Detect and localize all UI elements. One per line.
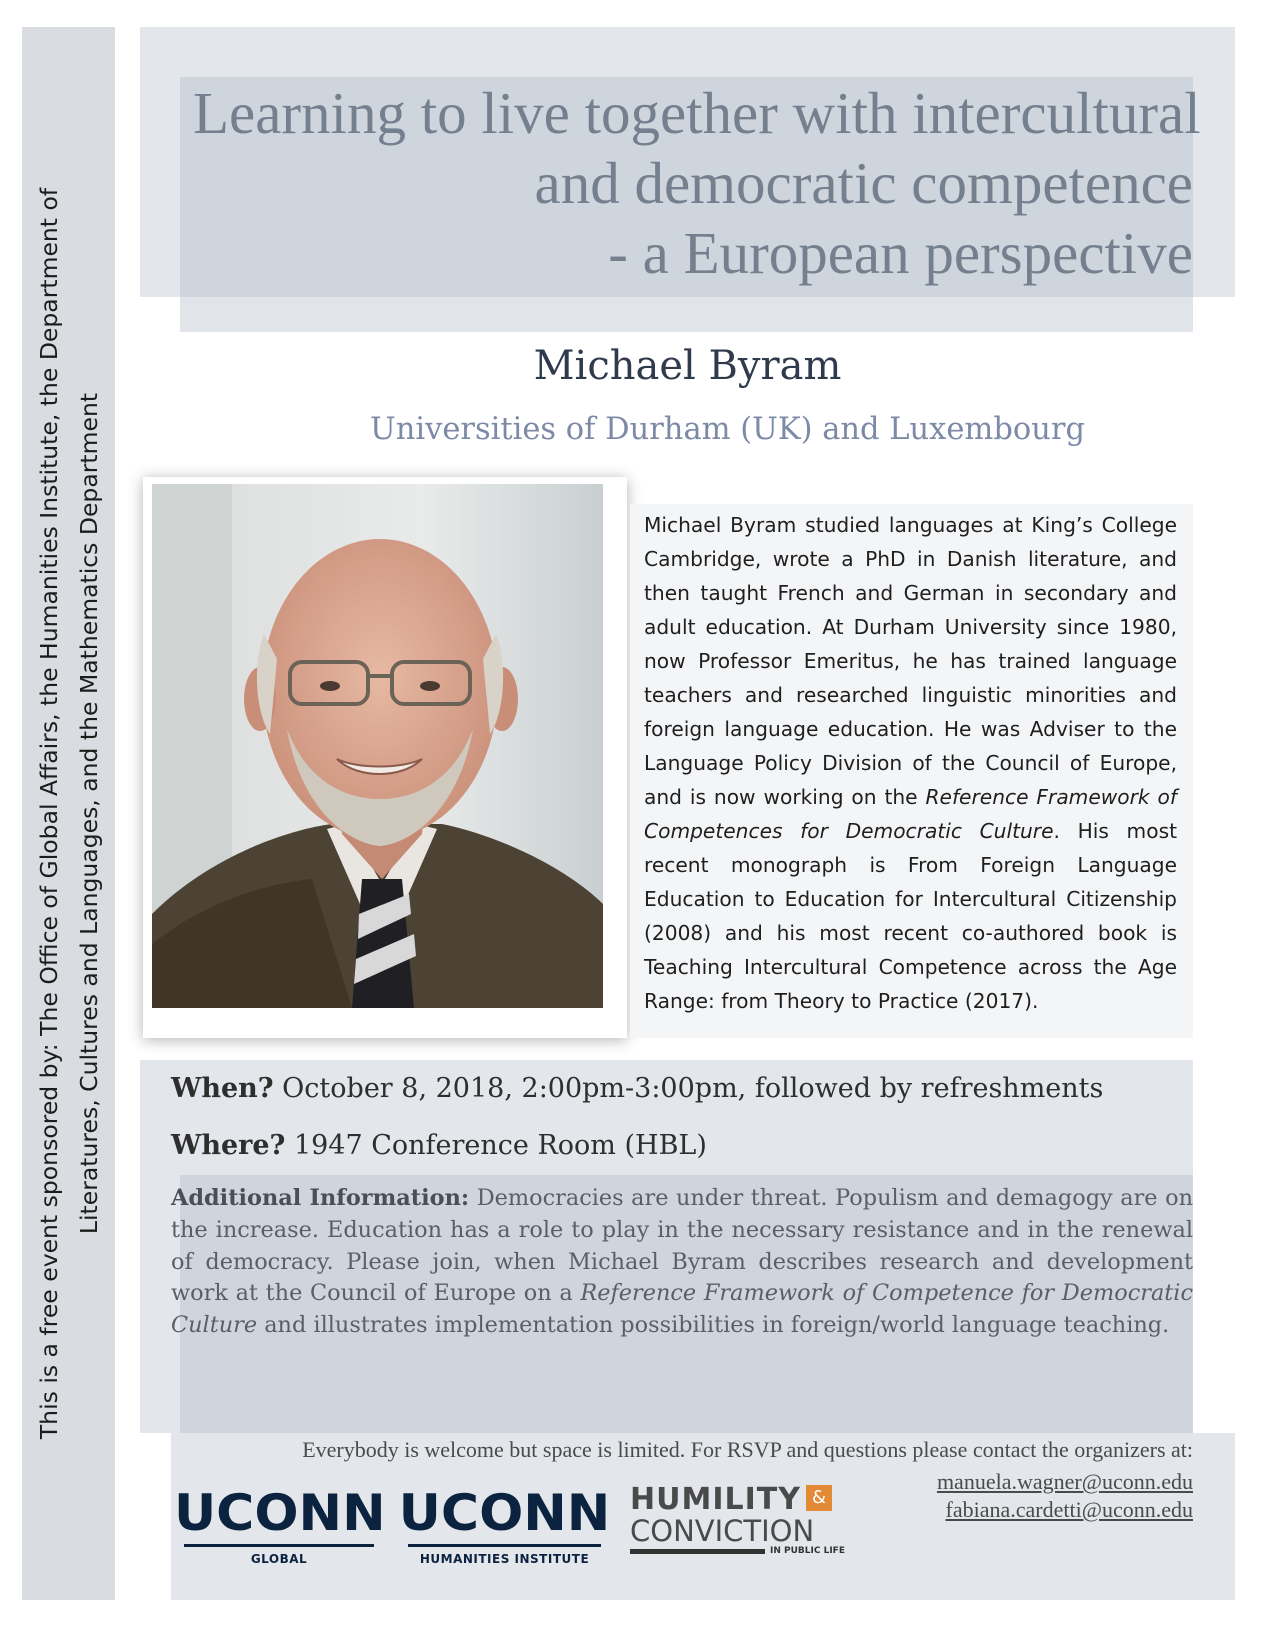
speaker-affiliation: Universities of Durham (UK) and Luxembourg xyxy=(370,412,1085,447)
uconn-global-wordmark: UCONN xyxy=(173,1484,386,1542)
hc-ampersand-badge: & xyxy=(806,1485,832,1511)
sponsor-line-2: Literatures, Cultures and Languages, and the Mathematics Department xyxy=(74,392,103,1235)
speaker-bio xyxy=(644,508,1177,1018)
sponsor-strip xyxy=(22,27,115,1600)
uconn-humanities-wordmark: UCONN xyxy=(398,1484,611,1542)
title-line-3: - a European perspective xyxy=(608,220,1193,286)
additional-information xyxy=(171,1183,1193,1342)
title-line-2: and democratic competence xyxy=(534,150,1193,216)
hc-conviction-word: CONVICTION xyxy=(630,1514,815,1548)
event-title xyxy=(193,78,1201,288)
sponsor-text xyxy=(22,27,115,1600)
organizer-emails xyxy=(937,1468,1193,1524)
bio-text-1: Michael Byram studied languages at King’s College Cambridge, wrote a PhD in Danish literature, and then taught French and German in secondary and adult education. At Durham University since 1980, now Professor Emeritus, he has trained language teachers and researched linguistic minorities and foreign language education. He was Adviser to the Language Policy Division of the Council of Europe, and is now working on the xyxy=(644,513,1177,809)
uconn-humanities-rule xyxy=(408,1544,601,1547)
hc-subtitle: IN PUBLIC LIFE xyxy=(770,1546,845,1556)
hc-humility-word: HUMILITY xyxy=(630,1482,801,1517)
bio-text-italic: Reference Framework of Competences for Democratic Culture xyxy=(644,785,1177,843)
email-link-wagner[interactable]: manuela.wagner@uconn.edu xyxy=(936,1469,1193,1494)
uconn-humanities-subtitle: HUMANITIES INSTITUTE xyxy=(419,1552,590,1566)
additional-text-1: Democracies are under threat. Populism and demagogy are on the increase. Education has a role to play in the necessary resistance and in the renewal of democracy. Please join, when Michael Byram describes research and development work at the Council of Europe on a xyxy=(171,1185,1193,1307)
speaker-portrait-image xyxy=(152,484,603,1008)
when-value: October 8, 2018, 2:00pm-3:00pm, followed by refreshments xyxy=(273,1073,1104,1104)
additional-text-italic: Reference Framework of Competence for Democratic Culture xyxy=(171,1280,1193,1339)
uconn-global-logo xyxy=(173,1484,386,1566)
event-where xyxy=(171,1126,707,1166)
additional-text-2: and illustrates implementation possibilities in foreign/world language teaching. xyxy=(257,1312,1170,1339)
title-line-1: Learning to live together with intercultural xyxy=(193,80,1201,146)
uconn-humanities-logo xyxy=(398,1484,611,1566)
where-value: 1947 Conference Room (HBL) xyxy=(285,1130,707,1161)
uconn-global-rule xyxy=(184,1544,374,1547)
speaker-photo xyxy=(143,477,627,1038)
hc-underline-bar xyxy=(630,1549,765,1554)
speaker-name: Michael Byram xyxy=(533,343,842,389)
when-label: When? xyxy=(171,1073,274,1104)
humility-conviction-logo xyxy=(630,1482,855,1557)
additional-label: Additional Information: xyxy=(171,1185,470,1211)
rsvp-note: Everybody is welcome but space is limited. For RSVP and questions please contact the organizers at: xyxy=(302,1437,1193,1462)
where-label: Where? xyxy=(171,1130,286,1161)
sponsor-line-1: This is a free event sponsored by: The Office of Global Affairs, the Humanities Institute, the Department of xyxy=(34,187,63,1440)
event-when xyxy=(171,1069,1103,1109)
uconn-global-subtitle: GLOBAL xyxy=(250,1552,308,1566)
email-link-cardetti[interactable]: fabiana.cardetti@uconn.edu xyxy=(945,1497,1193,1522)
bio-text-2: . His most recent monograph is From Foreign Language Education to Education for Intercultural Citizenship (2008) and his most recent co-authored book is Teaching Intercultural Competence across the Age Range: from Theory to Practice (2017). xyxy=(644,819,1178,1013)
